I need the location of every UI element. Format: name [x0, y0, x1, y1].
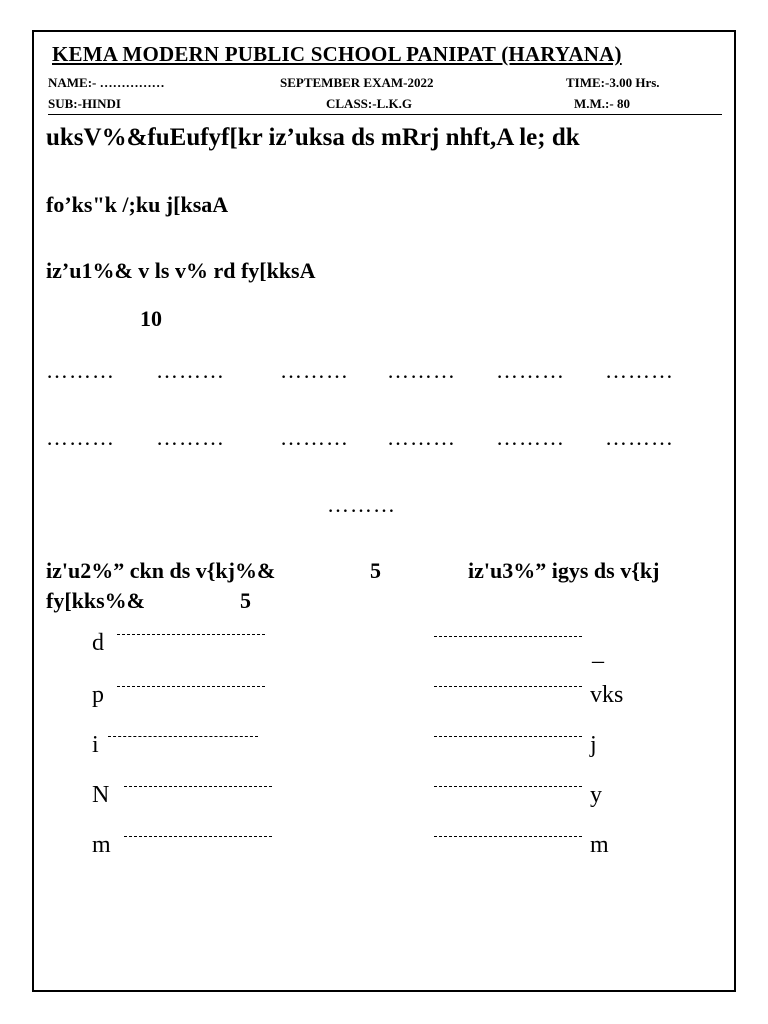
answer-blank [124, 836, 272, 837]
q2-letter: N [92, 782, 110, 808]
question-2-marks: 5 [370, 558, 381, 583]
question-1-marks: 10 [140, 306, 162, 331]
instruction-line-1: uksV%&fuEufyf[kr iz’uksa ds mRrj nhft,A le; dk [46, 124, 580, 151]
answer-dots: ……… [496, 425, 565, 450]
answer-blank [124, 786, 272, 787]
question-3-title: iz'u3%” igys ds v{kj [468, 558, 660, 583]
answer-dots: ……… [387, 358, 456, 383]
q3-letter: _ [592, 640, 604, 666]
answer-dots: ……… [387, 425, 456, 450]
max-marks-label: M.M.:- 80 [574, 96, 630, 111]
q3-letter: j [590, 732, 597, 758]
answer-dots: ……… [46, 425, 115, 450]
q2-letter: i [92, 732, 99, 758]
question-2-title: iz'u2%” ckn ds v{kj%& [46, 558, 276, 583]
exam-label: SEPTEMBER EXAM-2022 [280, 75, 434, 90]
answer-dots: ……… [156, 425, 225, 450]
q2-letter: p [92, 682, 104, 708]
answer-dots: ……… [280, 425, 349, 450]
name-field-label: NAME:- …………… [48, 75, 165, 90]
answer-dots: ……… [46, 358, 115, 383]
answer-blank [434, 686, 582, 687]
answer-blank [434, 636, 582, 637]
q3-letter: m [590, 832, 609, 858]
answer-dots: ……… [280, 358, 349, 383]
answer-blank [434, 836, 582, 837]
answer-blank [108, 736, 258, 737]
header-rule [48, 114, 722, 115]
answer-dots: ……… [156, 358, 225, 383]
subject-label: SUB:-HINDI [48, 96, 121, 111]
answer-dots: ……… [496, 358, 565, 383]
instruction-line-2: fo’ks"k /;ku j[ksaA [46, 192, 229, 217]
answer-blank [117, 686, 265, 687]
answer-dots: ……… [327, 492, 396, 517]
q2-letter: d [92, 630, 104, 656]
answer-blank [434, 786, 582, 787]
school-title: KEMA MODERN PUBLIC SCHOOL PANIPAT (HARYANA) [52, 42, 622, 66]
question-3-marks: 5 [240, 588, 251, 613]
answer-blank [117, 634, 265, 635]
answer-dots: ……… [605, 358, 674, 383]
q3-letter: y [590, 782, 602, 808]
question-1-title: iz’u1%& v ls v% rd fy[kksA [46, 258, 316, 283]
answer-dots: ……… [605, 425, 674, 450]
q3-letter: vks [590, 682, 624, 708]
answer-blank [434, 736, 582, 737]
q2-letter: m [92, 832, 111, 858]
time-label: TIME:-3.00 Hrs. [566, 75, 660, 90]
class-label: CLASS:-L.K.G [326, 96, 412, 111]
question-3-title-continued: fy[kks%& [46, 588, 146, 613]
